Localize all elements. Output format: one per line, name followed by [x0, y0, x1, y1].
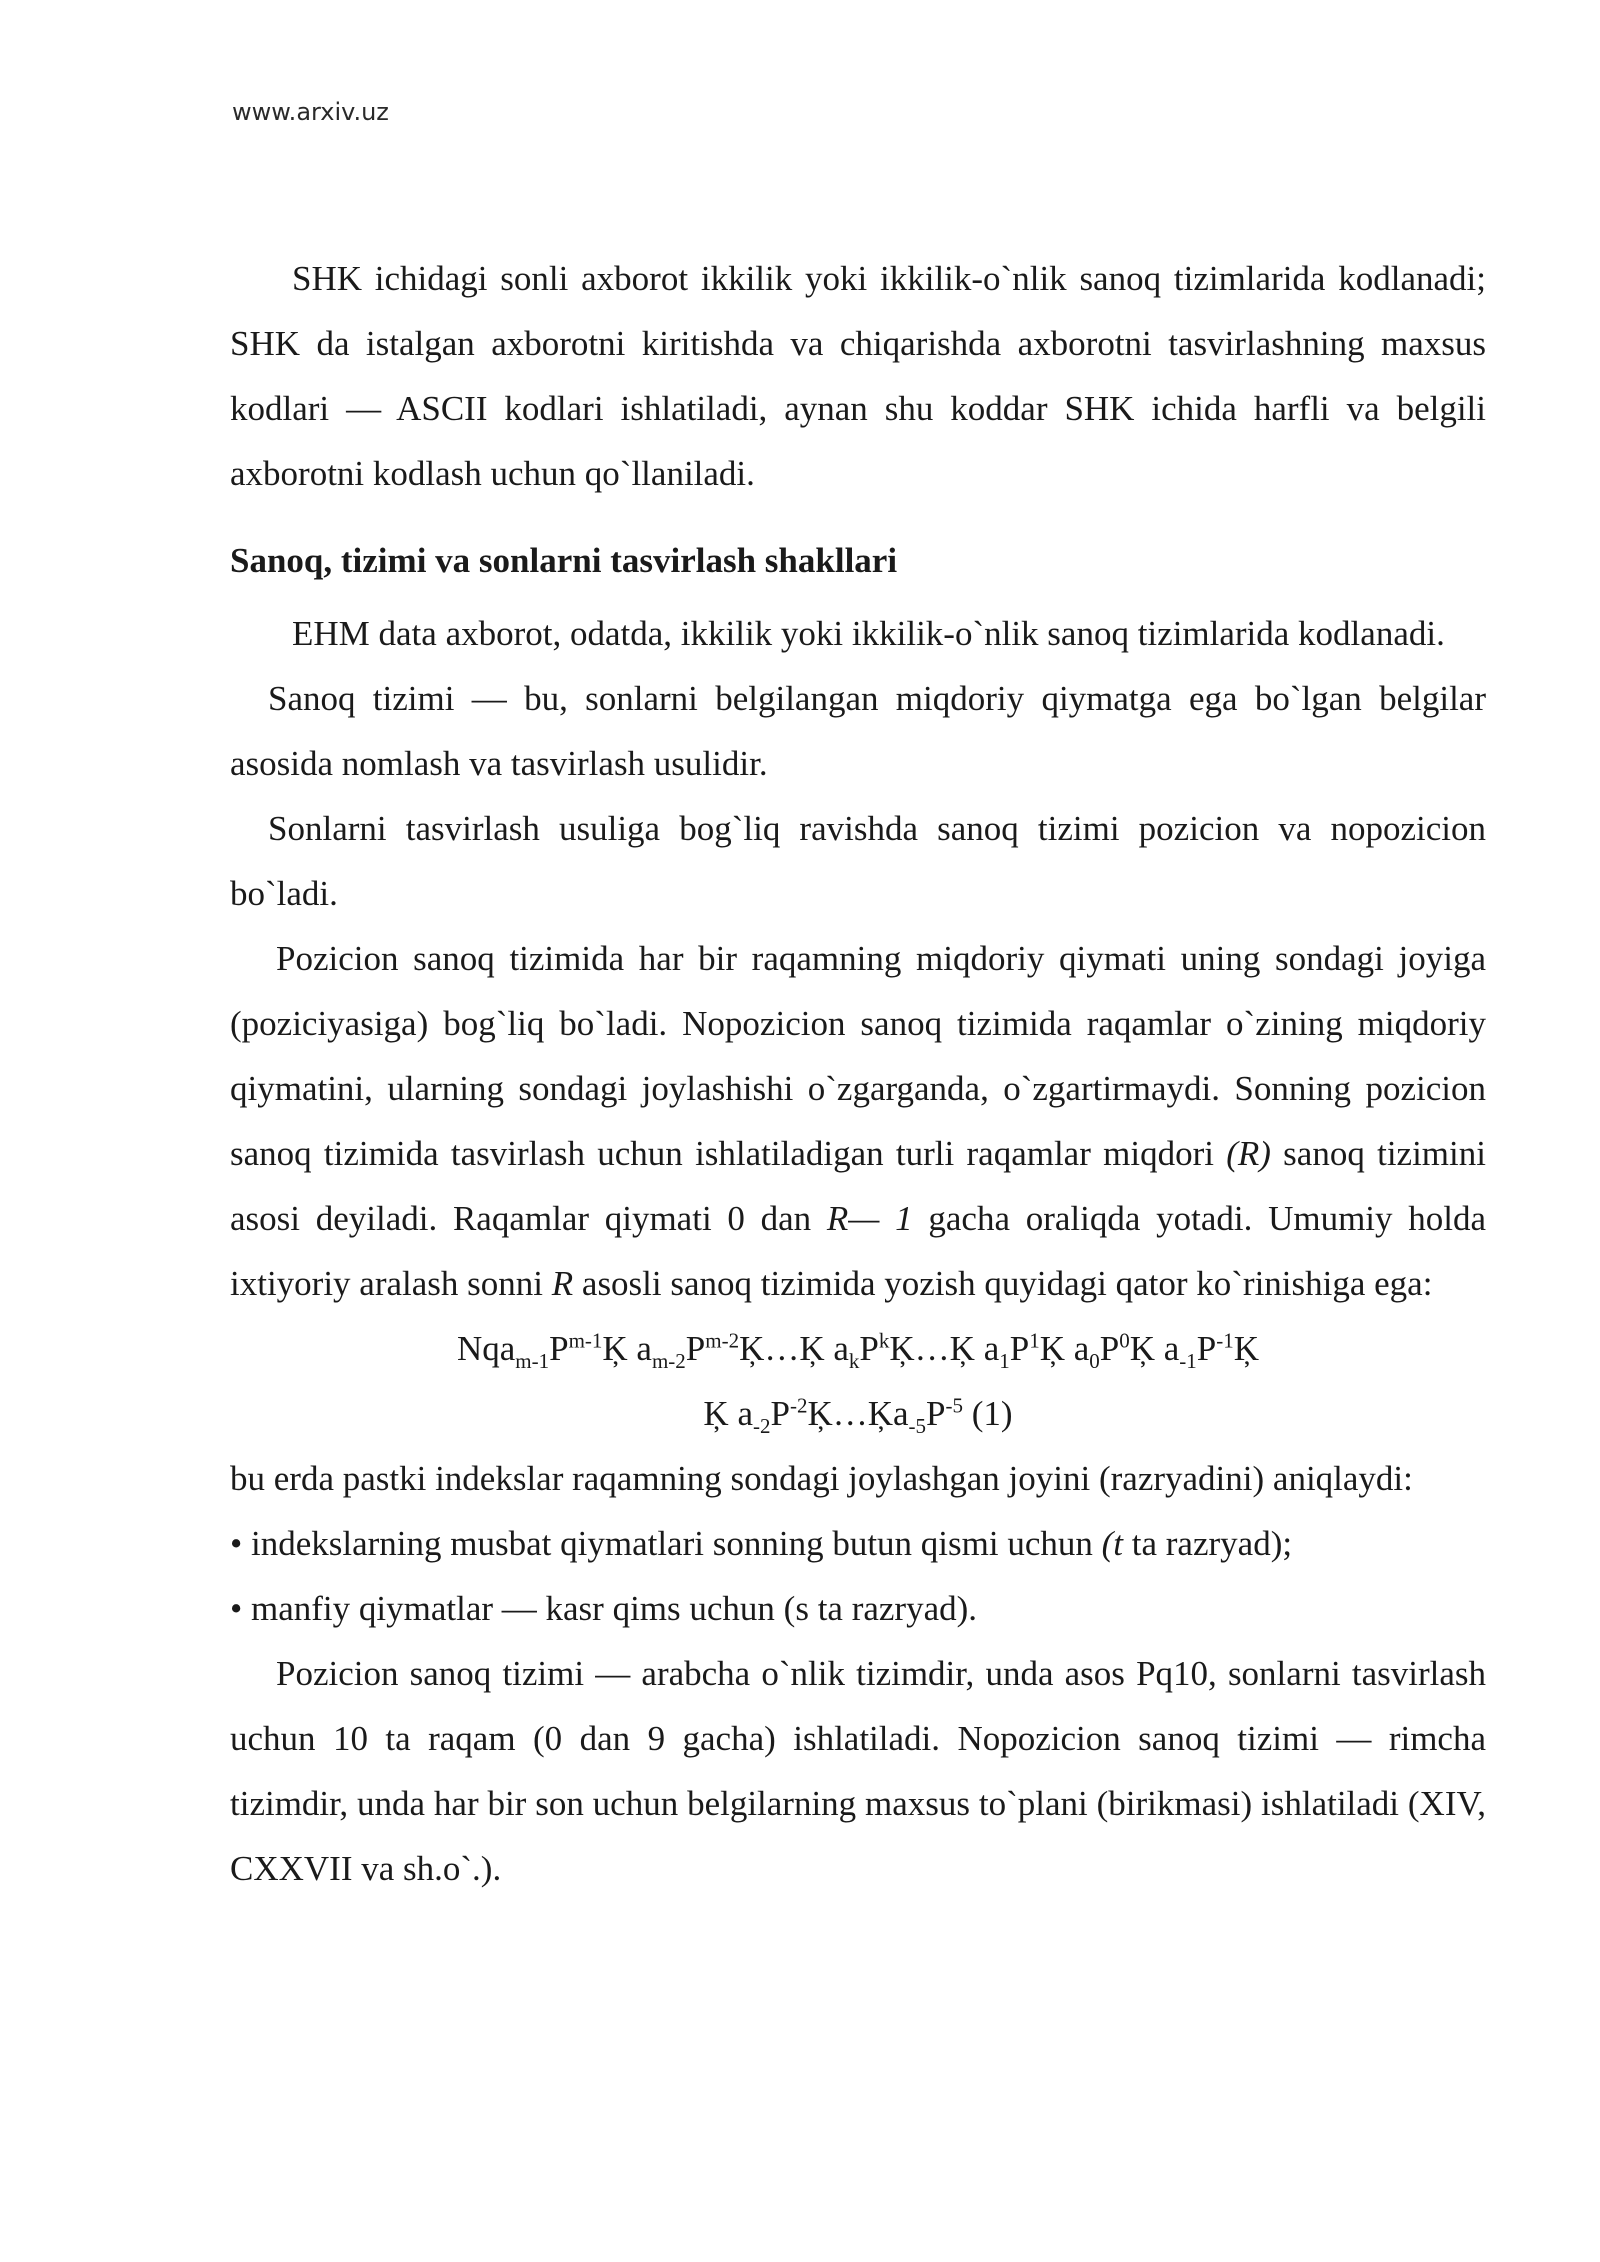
formula-subscript: 0 — [1089, 1349, 1100, 1373]
formula-superscript: -1 — [1216, 1328, 1234, 1353]
formula-superscript: 0 — [1119, 1328, 1130, 1353]
formula-term: Ķ — [1233, 1329, 1260, 1368]
italic-r: R — [551, 1264, 574, 1303]
formula-term: Ķ…Ķ a — [889, 1329, 1000, 1368]
formula-term: P — [1009, 1329, 1030, 1368]
italic-r-paren: (R) — [1226, 1134, 1271, 1173]
paragraph-sanoq-tizimi: Sanoq tizimi — bu, sonlarni belgilangan miqdoriy qiymatga ega bo`lgan belgilar asosida nomlash va tasvirlash usulidir. — [230, 679, 1486, 783]
formula-term: Ķ a — [1129, 1329, 1180, 1368]
formula-term: P — [859, 1329, 879, 1368]
formula-term: Ķ a — [602, 1329, 652, 1368]
formula-subscript: m-2 — [651, 1349, 686, 1373]
formula-term: P — [1099, 1329, 1120, 1368]
formula-subscript: -5 — [908, 1414, 927, 1438]
text-run: Pozicion sanoq tizimida har bir raqamning miqdoriy qiymati uning sondagi joyiga (poziciyasiga) bog`liq bo`ladi. Nopozicion sanoq tizimida raqamlar o`zining miqdoriy qiymatini, ularning sondagi joylashishi o`zgarganda, o`zgartirmaydi. Sonning pozicion sanoq tizimida tasvirlash uchun ishlatiladigan turli raqamlar miqdori — [230, 939, 1486, 1173]
text-run: • indekslarning musbat qiymatlari sonning butun qismi uchun — [230, 1524, 1102, 1563]
formula-subscript: -1 — [1179, 1349, 1197, 1373]
formula-term: Ķ a — [703, 1394, 753, 1433]
italic-r-minus-one: R— 1 — [826, 1199, 913, 1238]
formula-term: Ķ a — [1039, 1329, 1090, 1368]
formula-term: P — [549, 1329, 569, 1368]
paragraph-indekslar: bu erda pastki indekslar raqamning sondagi joylashgan joyini (razryadini) aniqlaydi: — [230, 1459, 1413, 1498]
site-url: www.arxiv.uz — [232, 98, 389, 126]
text-run: sanoq tizimini asosi deyiladi. Raqamlar qiymati 0 dan — [230, 1134, 1486, 1238]
formula-term: P — [1196, 1329, 1217, 1368]
formula-term: Ķ…Ķ a — [739, 1329, 849, 1368]
text-run: ta razryad); — [1123, 1524, 1293, 1563]
formula-subscript: -2 — [752, 1414, 771, 1438]
bullet-item — [230, 1511, 1486, 1576]
paragraph-sonlarni-tasvirlash: Sonlarni tasvirlash usuliga bog`liq ravishda sanoq tizimi pozicion va nopozicion bo`ladi. — [230, 809, 1486, 913]
formula-line-1 — [230, 1316, 1486, 1381]
formula-superscript: -5 — [945, 1393, 964, 1418]
formula-term: Ķ…Ķa — [807, 1394, 909, 1433]
paragraph-pozicion — [230, 926, 1486, 1316]
formula-superscript: m-1 — [568, 1328, 603, 1353]
formula-term: Nqa — [456, 1329, 516, 1368]
formula-term: P — [685, 1329, 706, 1368]
page-content — [230, 246, 1486, 1901]
formula-superscript: m-2 — [705, 1328, 740, 1353]
formula-superscript: -2 — [789, 1393, 808, 1418]
formula-term: P — [770, 1394, 790, 1433]
formula-line-2 — [230, 1381, 1486, 1446]
intro-paragraph: SHK ichidagi sonli axborot ikkilik yoki ikkilik-o`nlik sanoq tizimlarida kodlanadi; SHK da istalgan axborotni kiritishda va chiqarishda axborotni tasvirlashning maxsus kodlari — ASCII kodlari ishlatiladi, aynan shu koddar SHK ichida harfli va belgili axborotni kodlash uchun qo`llaniladi. — [230, 259, 1486, 493]
bullet-item: • manfiy qiymatlar — kasr qims uchun (s ta razryad). — [230, 1589, 978, 1628]
text-run: asosli sanoq tizimida yozish quyidagi qator ko`rinishiga ega: — [573, 1264, 1433, 1303]
formula-subscript: m-1 — [515, 1349, 550, 1373]
formula-superscript: k — [878, 1328, 890, 1353]
section-heading: Sanoq, tizimi va sonlarni tasvirlash shakllari — [230, 541, 898, 580]
formula-subscript: 1 — [999, 1349, 1010, 1373]
formula-term: P — [926, 1394, 946, 1433]
formula-subscript: k — [848, 1349, 860, 1373]
paragraph-ehm: EHM data axborot, odatda, ikkilik yoki ikkilik-o`nlik sanoq tizimlarida kodlanadi. — [292, 614, 1445, 653]
text-run: gacha oraliqda yotadi. Umumiy holda ixtiyoriy aralash sonni — [230, 1199, 1487, 1303]
formula-number: (1) — [963, 1394, 1013, 1433]
formula-superscript: 1 — [1029, 1328, 1040, 1353]
italic-t: (t — [1101, 1524, 1124, 1563]
paragraph-arabcha-rimcha: Pozicion sanoq tizimi — arabcha o`nlik tizimdir, unda asos Pq10, sonlarni tasvirlash uchun 10 ta raqam (0 dan 9 gacha) ishlatiladi. Nopozicion sanoq tizimi — rimcha tizimdir, unda har bir son uchun belgilarning maxsus to`plani (birikmasi) ishlatiladi (XIV, CXXVII va sh.o`.). — [230, 1654, 1486, 1888]
